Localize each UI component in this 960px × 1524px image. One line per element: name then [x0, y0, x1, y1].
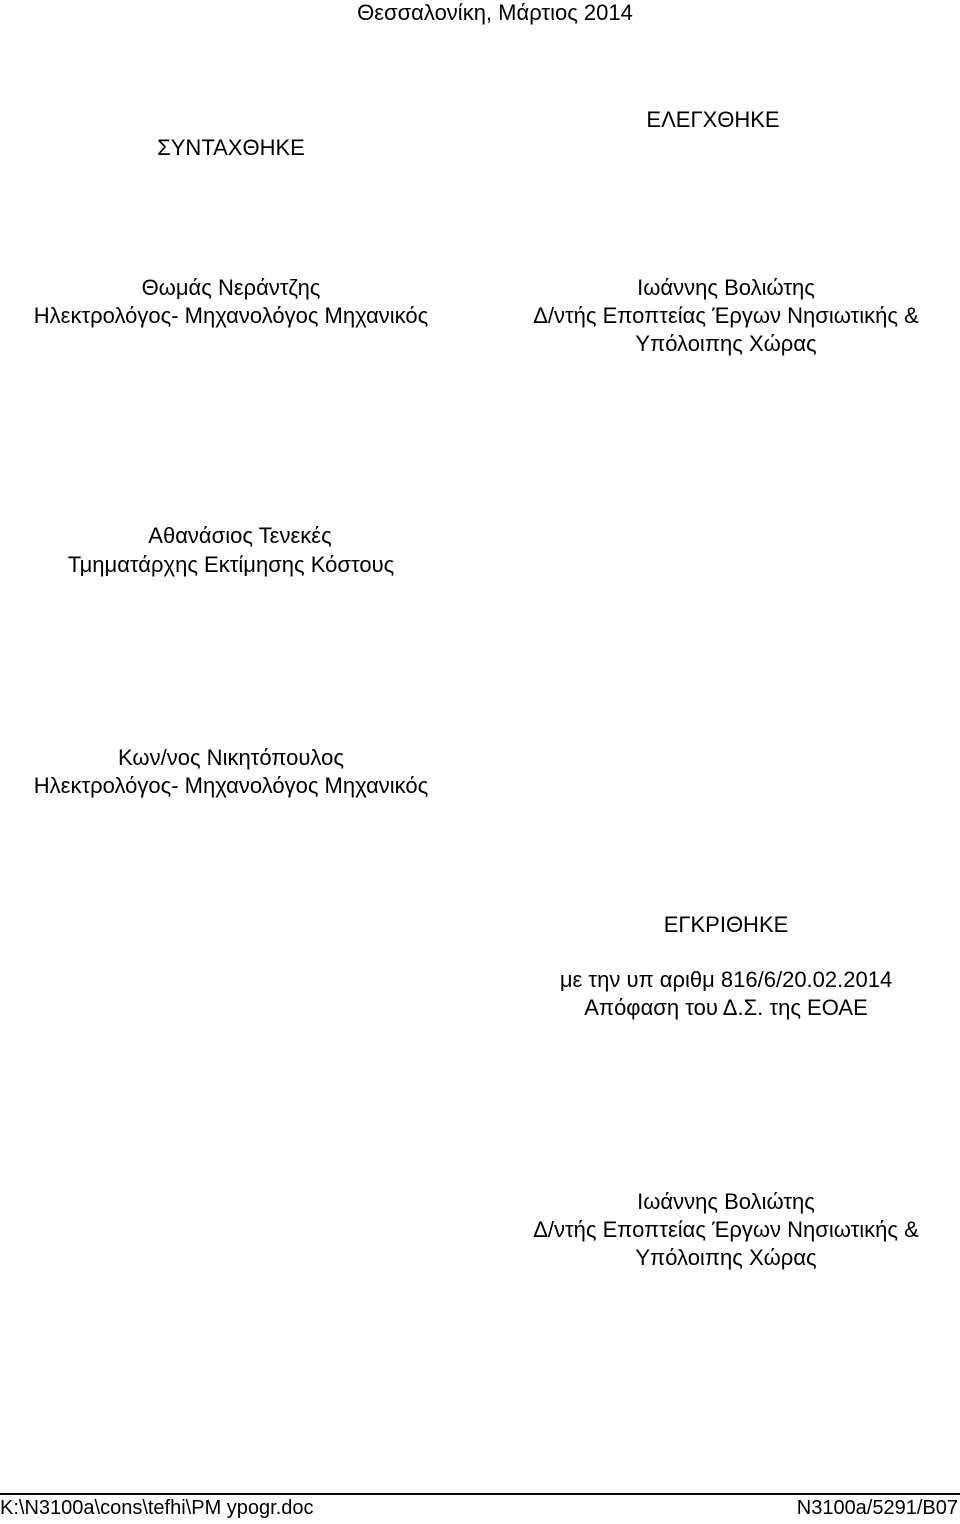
approval-decision-line1: με την υπ αριθμ 816/6/20.02.2014 — [559, 967, 893, 992]
approved-signer-title-line2: Υπόλοιπης Χώρας — [635, 1245, 817, 1270]
footer-doc-code: N3100a/5291/B07 — [796, 1497, 958, 1519]
approved-label: ΕΓΚΡΙΘΗΚΕ — [663, 912, 789, 937]
compiled-label: ΣΥΝΤΑΧΘΗΚΕ — [157, 135, 305, 160]
signer-name: Κων/νος Νικητόπουλος — [118, 745, 344, 770]
footer-divider — [0, 1493, 960, 1495]
checked-signer-name: Ιωάννης Βολιώτης — [637, 275, 815, 300]
checked-signer-title-line2: Υπόλοιπης Χώρας — [635, 331, 817, 356]
footer-file-path: K:\N3100a\cons\tefhi\PM ypogr.doc — [0, 1497, 314, 1519]
signer-title: Ηλεκτρολόγος- Μηχανολόγος Μηχανικός — [33, 773, 429, 798]
approval-decision-line2: Απόφαση του Δ.Σ. της ΕΟΑΕ — [584, 995, 868, 1020]
checked-signer-title-line1: Δ/ντής Εποπτείας Έργων Νησιωτικής & — [533, 303, 919, 328]
signer-title: Τμηματάρχης Εκτίμησης Κόστους — [67, 552, 395, 577]
checked-label: ΕΛΕΓΧΘΗΚΕ — [646, 107, 780, 132]
approved-signer-name: Ιωάννης Βολιώτης — [637, 1189, 815, 1214]
signer-name: Θωμάς Νεράντζης — [141, 275, 321, 300]
signer-name: Αθανάσιος Τενεκές — [148, 523, 332, 548]
signer-title: Ηλεκτρολόγος- Μηχανολόγος Μηχανικός — [33, 303, 429, 328]
approved-signer-title-line1: Δ/ντής Εποπτείας Έργων Νησιωτικής & — [533, 1217, 919, 1242]
place-date: Θεσσαλονίκη, Μάρτιος 2014 — [357, 0, 633, 25]
